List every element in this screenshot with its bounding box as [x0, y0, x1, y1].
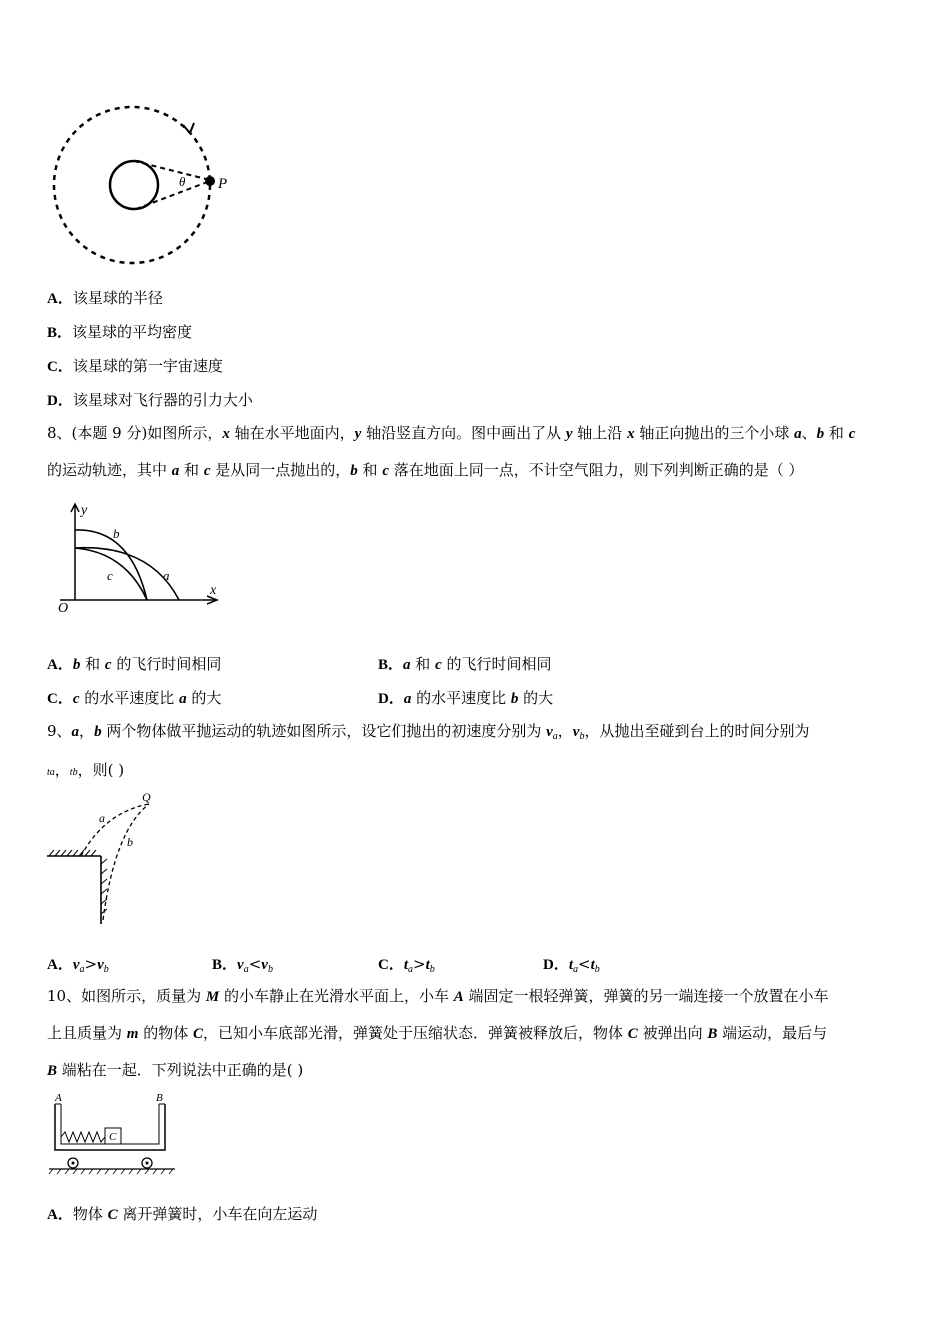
svg-text:Q: Q [142, 790, 151, 804]
q9-option-b[interactable]: B．$v_a<v_b$ [212, 955, 273, 975]
svg-text:B: B [156, 1092, 163, 1104]
q8-line-2: 的运动轨迹，其中 a 和 c 是从同一点抛出的，b 和 c 落在地面上同一点，不计空气阻力，则下列判断正确的是（ ） [47, 461, 804, 479]
trajectory-figure [55, 500, 230, 615]
craft-point [205, 176, 215, 186]
q7-option-d[interactable]: D．该星球对飞行器的引力大小 [47, 391, 253, 409]
planet [110, 161, 158, 209]
q9-line-2: ta，tb，则( ) [47, 761, 125, 779]
svg-text:A: A [55, 1092, 62, 1104]
q9-option-a[interactable]: A．$v_a>v_b$ [47, 955, 109, 975]
svg-text:b: b [113, 526, 120, 541]
q8-option-b[interactable]: B．a 和 c 的飞行时间相同 [378, 655, 552, 673]
svg-text:C: C [109, 1131, 117, 1143]
q9-option-d[interactable]: D．$t_a<t_b$ [543, 955, 600, 975]
svg-text:O: O [58, 601, 69, 616]
trajectory-a [81, 804, 149, 856]
tangent-line-bottom [136, 181, 210, 209]
q9-line-1: 9、a，b 两个物体做平抛运动的轨迹如图所示，设它们抛出的初速度分别为 $v_a$，$v_b$，从抛出至碰到台上的时间分别为 [47, 722, 810, 742]
tangent-line-top [134, 161, 210, 180]
q10-line-1: 10、如图所示，质量为 M 的小车静止在光滑水平面上，小车 A 端固定一根轻弹簧，弹簧的另一端连接一个放置在小车 [47, 987, 829, 1005]
q8-option-c[interactable]: C．c 的水平速度比 a 的大 [47, 689, 222, 707]
q9-option-c[interactable]: C．$t_a>t_b$ [378, 955, 435, 975]
cart-body [55, 1104, 165, 1150]
q10-option-a[interactable]: A．物体 C 离开弹簧时，小车在向左运动 [47, 1205, 318, 1223]
q7-option-c[interactable]: C．该星球的第一宇宙速度 [47, 357, 223, 375]
svg-text:a: a [99, 811, 105, 825]
svg-text:a: a [163, 568, 170, 583]
q8-option-d[interactable]: D．a 的水平速度比 b 的大 [378, 689, 554, 707]
trajectory-b [75, 530, 147, 600]
q8-line-1: 8、(本题 9 分)如图所示，x 轴在水平地面内，y 轴沿竖直方向。图中画出了从 y 轴上沿 x 轴正向抛出的三个小球 a、b 和 c [47, 424, 856, 442]
q10-line-2: 上且质量为 m 的物体 C，已知小车底部光滑，弹簧处于压缩状态．弹簧被释放后，物体 C 被弹出向 B 端运动，最后与 [47, 1024, 828, 1042]
direction-arrow [183, 123, 194, 133]
spring [61, 1132, 105, 1142]
cart-figure [45, 1090, 185, 1175]
orbit-figure [40, 95, 250, 275]
q7-option-a[interactable]: A．该星球的半径 [47, 289, 163, 307]
projectile-figure [45, 790, 175, 930]
svg-text:y: y [81, 503, 88, 518]
angle-label: θ [179, 174, 186, 189]
point-label: P [218, 176, 228, 192]
svg-text:x: x [210, 583, 217, 598]
q10-line-3: B 端粘在一起．下列说法中正确的是( ) [47, 1061, 304, 1079]
svg-text:c: c [107, 568, 113, 583]
q7-option-b[interactable]: B．该星球的平均密度 [47, 323, 193, 341]
svg-text:b: b [127, 835, 133, 849]
q8-option-a[interactable]: A．b 和 c 的飞行时间相同 [47, 655, 222, 673]
